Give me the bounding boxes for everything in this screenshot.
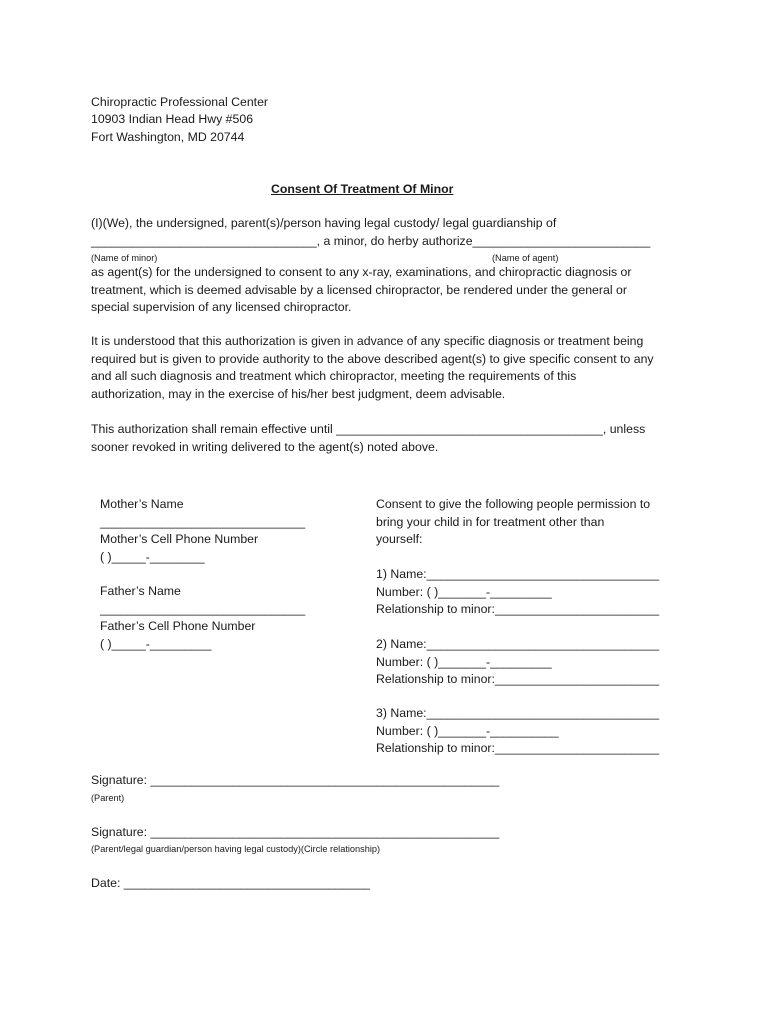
intro-line-2: _________________________________, a minor, do herby authorize__________________________: [91, 234, 651, 248]
father-phone-label: Father’s Cell Phone Number: [100, 619, 256, 633]
guardian-signature-label: (Parent/legal guardian/person having legal custody)(Circle relationship): [91, 844, 381, 854]
name-of-minor-label: (Name of minor): [91, 253, 158, 263]
mother-name-label: Mother’s Name: [100, 497, 184, 511]
form-title: Consent Of Treatment Of Minor: [271, 182, 454, 196]
effective-until-paragraph: This authorization shall remain effective until _______________________________________, unless sooner revoked in writing delivered to the agent(s) noted above.: [91, 422, 646, 454]
name-of-agent-label: (Name of agent): [492, 253, 559, 263]
authorization-paragraph: as agent(s) for the undersigned to consent to any x-ray, examinations, and chiropractic diagnosis or treatment, which is deemed advisable by a licensed chiropractor, be rendered under the general or special supervision of any licensed chiropractor.: [91, 265, 632, 314]
mother-phone-label: Mother’s Cell Phone Number: [100, 532, 259, 546]
clinic-address-city: Fort Washington, MD 20744: [91, 130, 245, 144]
mother-phone-field[interactable]: ( )_____-________: [100, 550, 205, 564]
parent-signature-field[interactable]: Signature: ___________________________________________________: [91, 773, 500, 787]
parent-signature-label: (Parent): [91, 793, 125, 803]
permitted-person-3[interactable]: 3) Name:__________________________________ Number: ( )_______-__________ Relationship to minor:________________________: [376, 706, 660, 755]
father-name-label: Father’s Name: [100, 584, 181, 598]
father-phone-field[interactable]: ( )_____-_________: [100, 637, 212, 651]
permitted-person-2[interactable]: 2) Name:__________________________________ Number: ( )_______-_________ Relationship to minor:________________________: [376, 637, 660, 686]
clinic-name: Chiropractic Professional Center: [91, 95, 269, 109]
intro-line-1: (I)(We), the undersigned, parent(s)/person having legal custody/ legal guardianship of: [91, 216, 557, 230]
date-field[interactable]: Date: ____________________________________: [91, 876, 371, 890]
guardian-signature-field[interactable]: Signature: ___________________________________________________: [91, 825, 500, 839]
father-name-field[interactable]: ______________________________: [100, 602, 306, 616]
mother-name-field[interactable]: ______________________________: [100, 515, 306, 529]
permission-intro: Consent to give the following people permission to bring your child in for treatment other than yourself:: [376, 497, 651, 546]
clinic-address-street: 10903 Indian Head Hwy #506: [91, 112, 254, 126]
understanding-paragraph: It is understood that this authorization is given in advance of any specific diagnosis or treatment being required but is given to provide authority to the above described agent(s) to give specific consent to any and all such diagnosis and treatment which chiropractor, meeting the requirements of this authorization, may in the exercise of his/her best judgment, deem advisable.: [91, 334, 654, 401]
permitted-person-1[interactable]: 1) Name:__________________________________ Number: ( )_______-_________ Relationship to minor:________________________: [376, 567, 660, 616]
